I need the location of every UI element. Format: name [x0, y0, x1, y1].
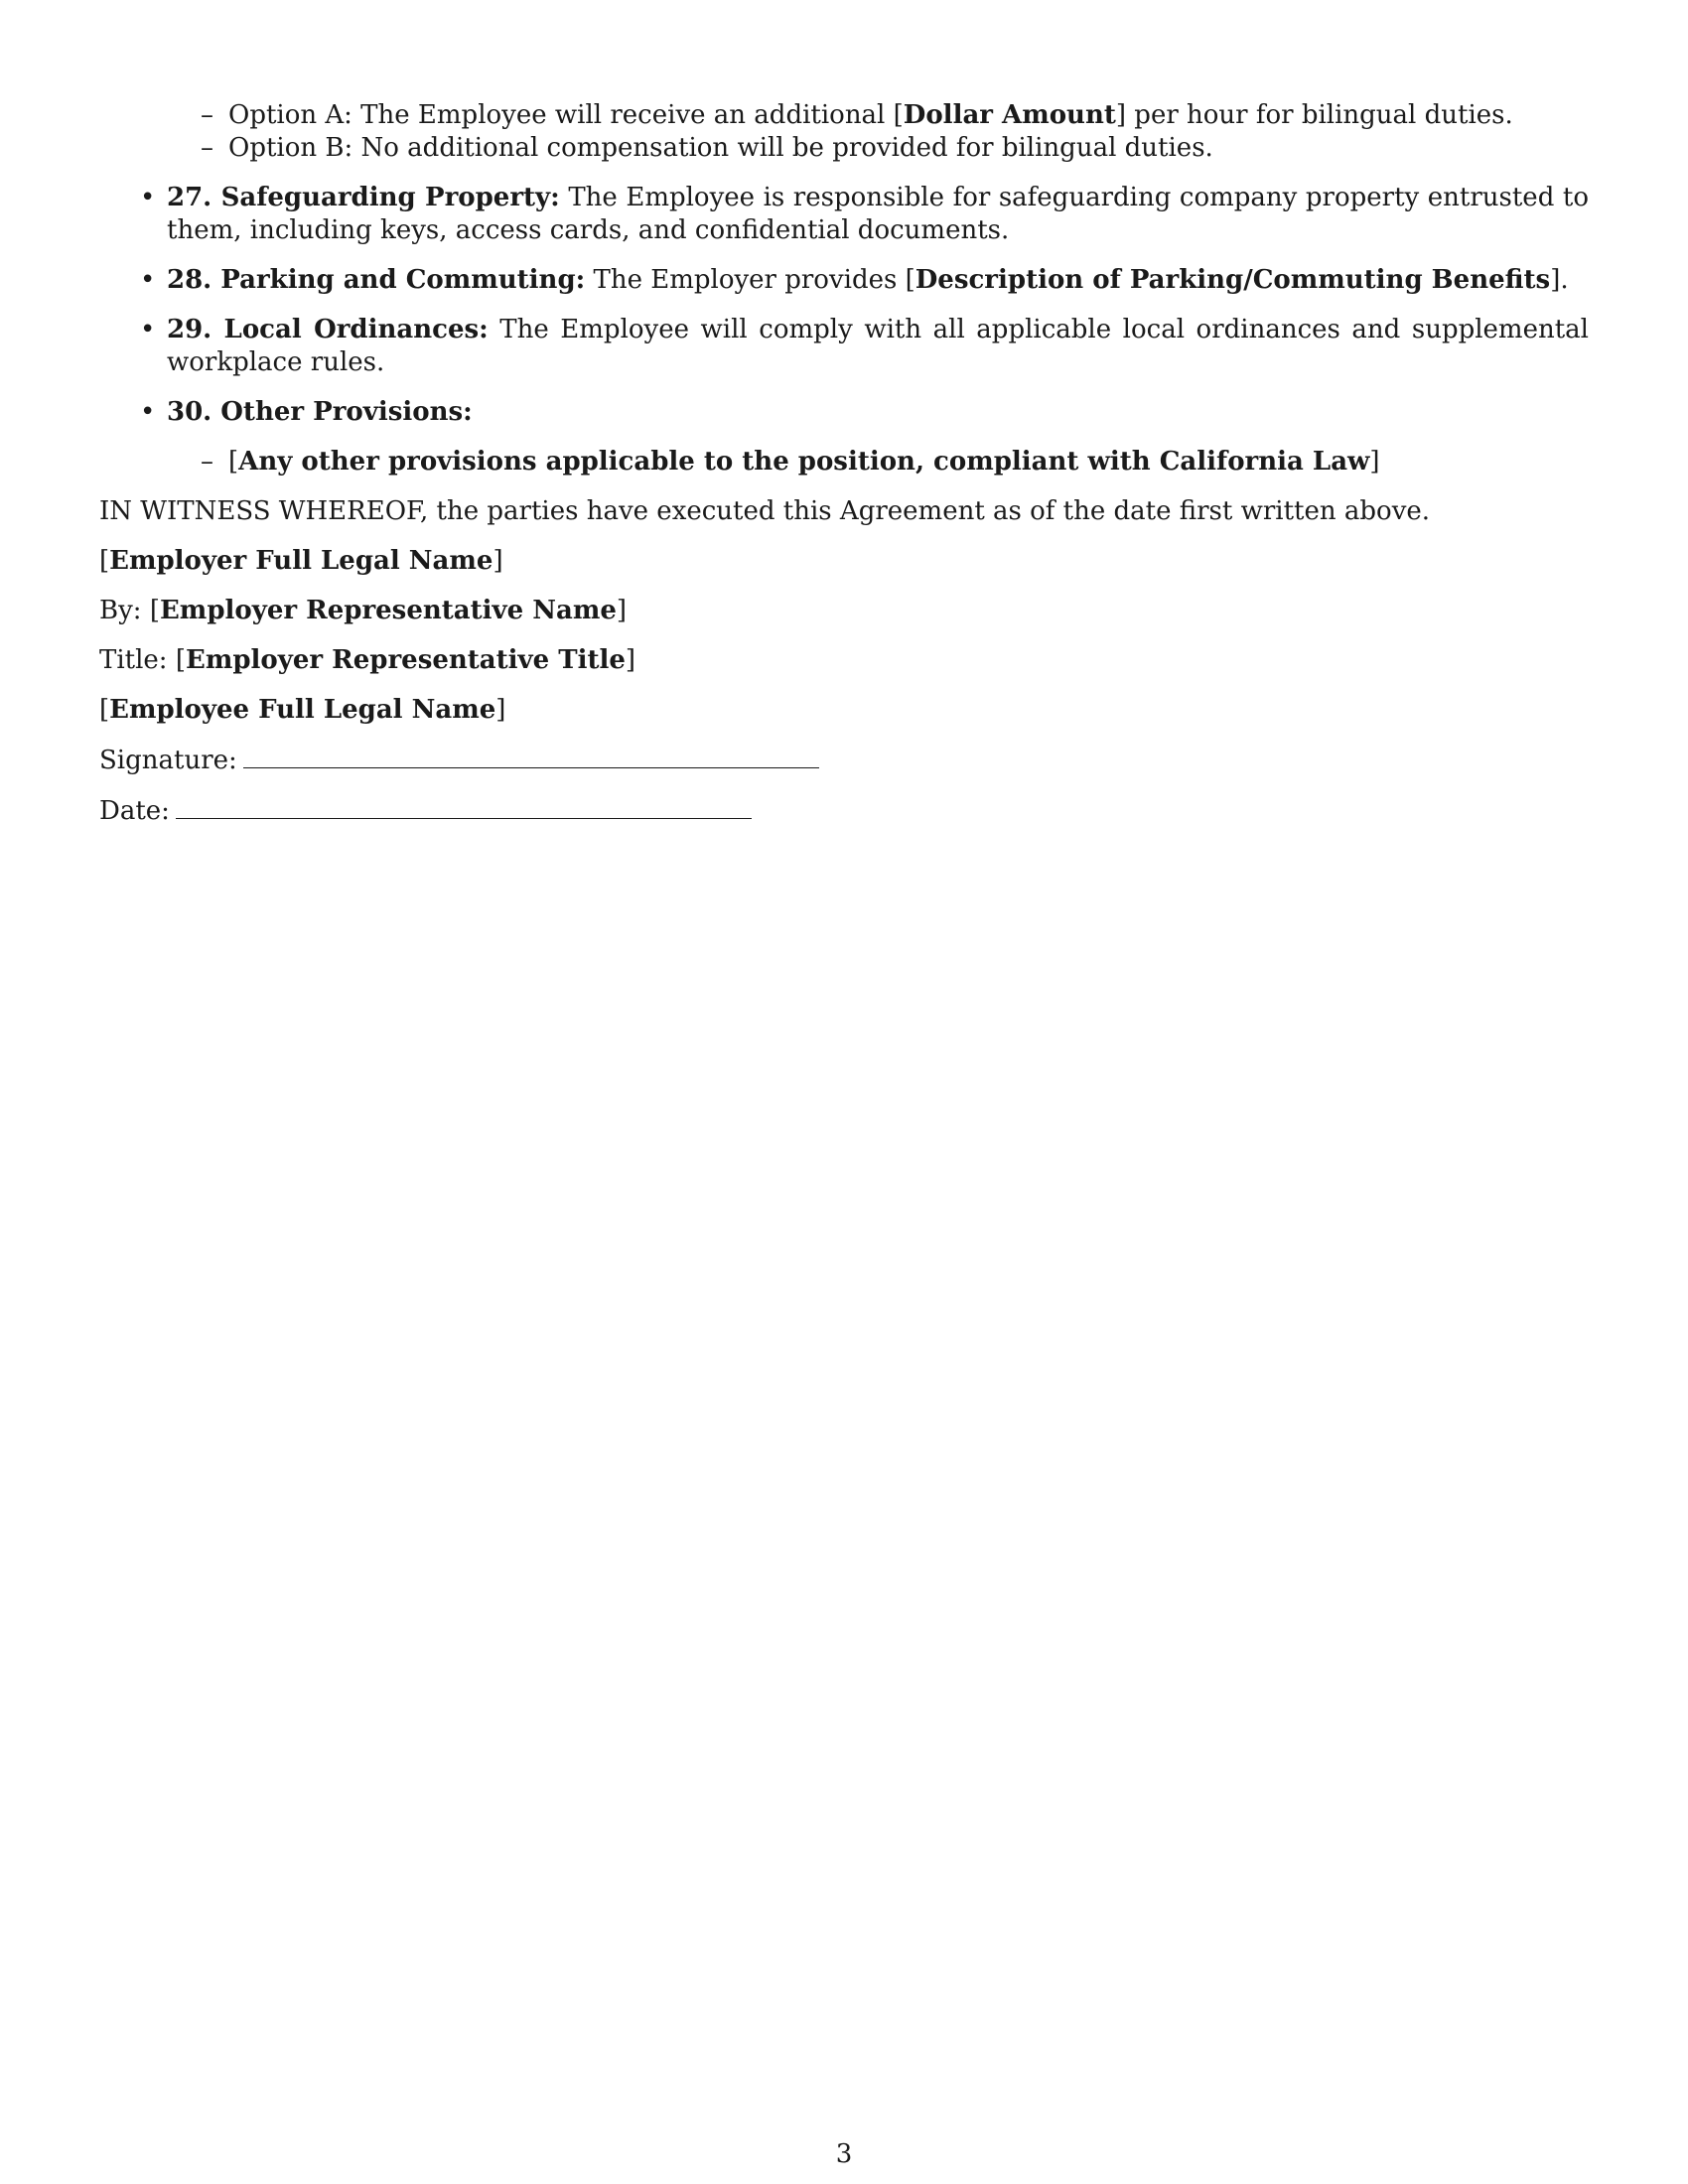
employer-name-placeholder: Employer Full Legal Name	[109, 546, 493, 576]
provision-28: • 28. Parking and Commuting: The Employer provides [Description of Parking/Commuting Benefits].	[167, 264, 1589, 297]
witness-statement: IN WITNESS WHEREOF, the parties have executed this Agreement as of the date first written above.	[99, 496, 1431, 526]
dollar-amount-placeholder: Dollar Amount	[903, 100, 1116, 130]
provision-30	[167, 396, 1589, 478]
provision-27: • 27. Safeguarding Property: The Employee is responsible for safeguarding company property entrusted to them, including keys, access cards, and confidential documents.	[167, 182, 1589, 247]
date-field[interactable]	[176, 794, 752, 819]
option-b: – Option B: No additional compensation will be provided for bilingual duties.	[228, 132, 1589, 165]
employee-name-placeholder: Employee Full Legal Name	[109, 695, 496, 725]
employer-name-line: [Employer Full Legal Name]	[99, 546, 503, 576]
page-number: 3	[835, 2139, 853, 2169]
employee-name-line: [Employee Full Legal Name]	[99, 695, 506, 725]
provision-heading: 29. Local Ordinances:	[167, 315, 489, 344]
document-page	[99, 99, 1589, 845]
other-provisions-placeholder: – [Any other provisions applicable to the position, compliant with California Law]	[228, 446, 1589, 478]
provision-heading: 28. Parking and Commuting:	[167, 265, 586, 295]
parking-benefits-placeholder: Description of Parking/Commuting Benefits	[914, 265, 1551, 295]
other-provisions-list	[167, 446, 1589, 478]
option-a: – Option A: The Employee will receive an additional [Dollar Amount] per hour for bilingual duties.	[228, 99, 1589, 132]
signature-field[interactable]	[243, 744, 819, 768]
bilingual-options-list	[99, 99, 1589, 165]
provision-heading: 27. Safeguarding Property:	[167, 183, 560, 212]
provision-heading: 30. Other Provisions:	[167, 397, 473, 427]
signature-line: Signature:	[99, 744, 1589, 777]
provisions-list	[99, 182, 1589, 478]
date-line: Date:	[99, 794, 1589, 828]
rep-title-placeholder: Employer Representative Title	[186, 645, 626, 675]
by-line: By: [Employer Representative Name]	[99, 596, 628, 625]
title-line: Title: [Employer Representative Title]	[99, 645, 636, 675]
rep-name-placeholder: Employer Representative Name	[159, 596, 617, 625]
provision-29: • 29. Local Ordinances: The Employee will comply with all applicable local ordinances and supplemental workplace rules.	[167, 314, 1589, 379]
